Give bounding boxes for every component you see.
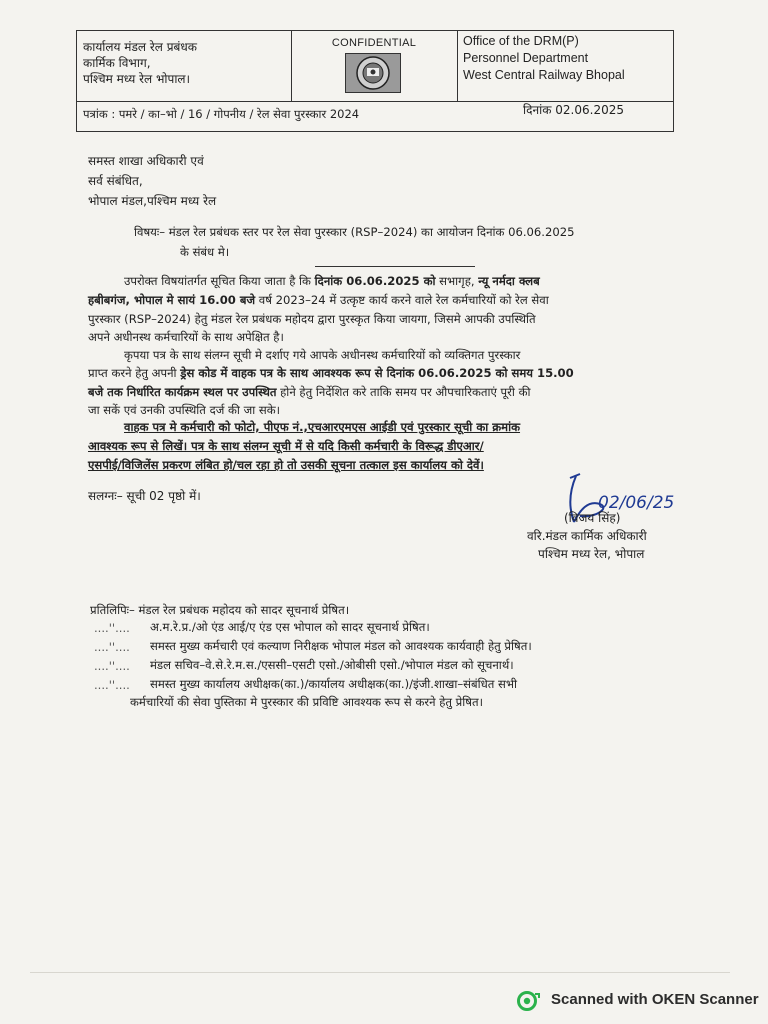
addressee-line-1: समस्त शाखा अधिकारी एवं xyxy=(88,154,204,168)
letterhead-reference-row xyxy=(77,101,673,131)
para3-line-2: आवश्यक रूप से लिखें। पत्र के साथ संलग्न सूची में से यदि किसी कर्मचारी के विरूद्ध डीएआर/ xyxy=(88,439,484,453)
ditto-mark-4: ....''.... xyxy=(94,678,130,692)
signatory-office: पश्चिम मध्य रेल, भोपाल xyxy=(538,547,645,561)
addressee-line-3: भोपाल मंडल,पश्चिम मध्य रेल xyxy=(88,194,217,208)
ditto-mark-2: ....''.... xyxy=(94,640,130,654)
copy-line-2: अ.म.रे.प्र./ओ एंड आई/ए एंड एस भोपाल को सादर सूचनार्थ प्रेषित। xyxy=(150,620,430,634)
ditto-mark-1: ....''.... xyxy=(94,621,130,635)
para1-text-e: वर्ष 2023–24 में उत्कृष्ट कार्य करने वाले रेल कर्मचारियों को रेल सेवा xyxy=(255,293,549,307)
hindi-office-line-3: पश्चिम मध्य रेल भोपाल। xyxy=(83,72,191,86)
para3-line-3: एसपीई/विजिलेंस प्रकरण लंबित हो/चल रहा हो तो उसकी सूचना तत्काल इस कार्यालय को देवें। xyxy=(88,458,484,472)
english-office-line-3: West Central Railway Bhopal xyxy=(463,68,625,82)
copy-line-3: समस्त मुख्य कर्मचारी एवं कल्याण निरीक्षक भोपाल मंडल को आवश्यक कार्यवाही हेतु प्रेषित। xyxy=(150,639,532,653)
para2-text-c: होने हेतु निर्देशित करे ताकि समय पर औपचारिकताएं पूरी की xyxy=(276,385,531,399)
letter-date: दिनांक 02.06.2025 xyxy=(523,103,624,117)
copy-line-6: कर्मचारियों की सेवा पुस्तिका मे पुरस्कार की प्रविष्टि आवश्यक रूप से करने हेतु प्रेषित। xyxy=(130,695,483,709)
scan-edge-line xyxy=(30,972,730,973)
confidential-label: CONFIDENTIAL xyxy=(331,37,417,49)
para1-line-3: पुरस्कार (RSP–2024) हेतु मंडल रेल प्रबंधक महोदय द्वारा पुरस्कृत किया जायगा, जिसमे आपकी उपस्थिति xyxy=(88,312,536,326)
scanner-watermark-text: Scanned with OKEN Scanner xyxy=(551,991,759,1008)
para3-line-1: वाहक पत्र मे कर्मचारी को फोटो, पीएफ नं.,एचआरएमएस आईडी एवं पुरस्कार सूची का क्रमांक xyxy=(124,420,521,434)
para1-text-c: सभागृह, xyxy=(435,274,479,288)
para2-venue-bold: बजे तक निर्धारित कार्यक्रम स्थल पर उपस्थित xyxy=(88,385,277,399)
para2-line-2 xyxy=(88,366,574,381)
para1-place-time-bold: हबीबगंज, भोपाल मे सायं 16.00 बजे xyxy=(88,293,256,307)
para1-text-a: उपरोक्त विषयांतर्गत सूचित किया जाता है कि xyxy=(124,274,315,288)
copy-line-4: मंडल सचिव–वे.से.रे.म.स./एससी–एसटी एसो./ओबीसी एसो./भोपाल मंडल को सूचनार्थ। xyxy=(150,658,514,672)
para1-line-2 xyxy=(88,293,549,308)
para2-line-4: जा सकें एवं उनकी उपस्थिति दर्ज की जा सके। xyxy=(88,403,281,417)
para1-date-bold: दिनांक 06.06.2025 को xyxy=(314,274,436,288)
para2-line-3 xyxy=(88,385,530,400)
subject-underline xyxy=(315,266,475,267)
addressee-line-2: सर्व संबंधित, xyxy=(88,174,143,188)
copy-line-5: समस्त मुख्य कार्यालय अधीक्षक(का.)/कार्यालय अधीक्षक(का.)/इंजी.शाखा–संबंधित सभी xyxy=(150,677,518,691)
hindi-office-cell xyxy=(77,31,292,101)
para2-text-a: प्राप्त करने हेतु अपनी xyxy=(88,366,181,380)
letterhead-table xyxy=(76,30,674,132)
reference-number: पत्रांक : पमरे / का–भो / 16 / गोपनीय / रेल सेवा पुरस्कार 2024 xyxy=(83,107,360,121)
letterhead-top-row xyxy=(77,31,673,102)
para2-line-1: कृपया पत्र के साथ संलग्न सूची मे दर्शाए गये आपके अधीनस्थ कर्मचारियों को व्यक्तिगत पुरस्कार xyxy=(124,348,521,362)
confidential-cell xyxy=(291,31,458,101)
oken-scanner-logo-icon xyxy=(517,991,541,1011)
hindi-office-line-2: कार्मिक विभाग, xyxy=(83,56,151,70)
english-office-cell xyxy=(457,31,673,101)
railway-emblem-icon xyxy=(345,53,401,93)
para1-venue-bold: न्यू नर्मदा क्लब xyxy=(478,274,540,288)
copy-line-1: प्रतिलिपिः– मंडल रेल प्रबंधक महोदय को सादर सूचनार्थ प्रेषित। xyxy=(90,603,350,617)
para1-line-1 xyxy=(124,274,540,289)
subject-line-1: विषयः– मंडल रेल प्रबंधक स्तर पर रेल सेवा पुरस्कार (RSP–2024) का आयोजन दिनांक 06.06.2025 xyxy=(134,225,575,239)
signatory-name: (विजय सिंह) xyxy=(564,511,621,525)
english-office-line-2: Personnel Department xyxy=(463,51,589,65)
hindi-office-line-1: कार्यालय मंडल रेल प्रबंधक xyxy=(83,40,197,54)
english-office-line-1: Office of the DRM(P) xyxy=(463,34,579,48)
enclosure-note: सलग्नः– सूची 02 पृष्ठो में। xyxy=(88,489,201,503)
ditto-mark-3: ....''.... xyxy=(94,659,130,673)
handwritten-date: 02/06/25 xyxy=(598,493,675,513)
subject-line-2: के संबंध मे। xyxy=(180,245,230,259)
para2-dress-code-bold: ड्रेस कोड में वाहक पत्र के साथ आवश्यक रूप से दिनांक 06.06.2025 को समय 15.00 xyxy=(180,366,574,380)
para1-line-4: अपने अधीनस्थ कर्मचारियों के साथ अपेक्षित है। xyxy=(88,330,284,344)
signatory-designation: वरि.मंडल कार्मिक अधिकारी xyxy=(527,529,647,543)
